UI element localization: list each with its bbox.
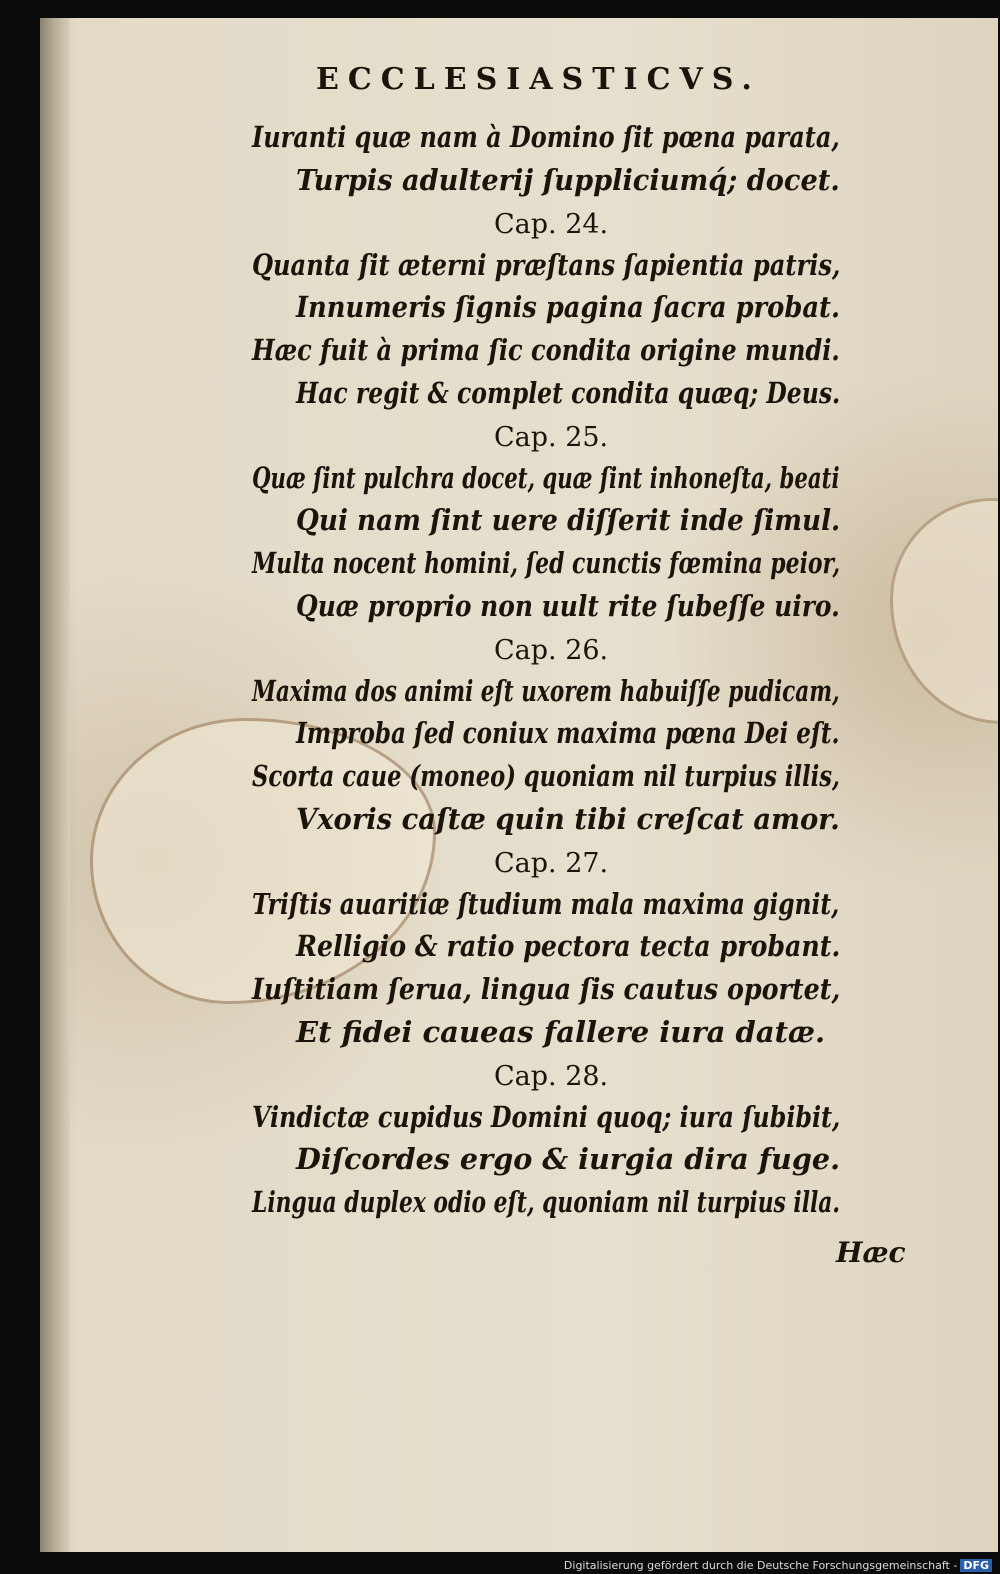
verse-line-indented: Et fidei caueas fallere iura datæ.: [296, 1014, 826, 1049]
verse-line-indented: Quæ proprio non uult rite ſubeſſe uiro.: [296, 588, 840, 623]
verse-line-indented: Innumeris ſignis pagina ſacra probat.: [296, 290, 840, 325]
chapter-heading: Cap. 24.: [494, 209, 609, 241]
catchword: Hæc: [836, 1236, 906, 1269]
dfg-logo: DFG: [960, 1559, 992, 1572]
verse-line: Multa nocent homini, ſed cunctis fœmina peior,: [252, 546, 841, 580]
footer-text: Digitalisierung gefördert durch die Deutsche Forschungsgemeinschaft -: [563, 1559, 958, 1572]
chapter-heading: Cap. 26.: [494, 635, 609, 667]
verse-line: Maxima dos animi eſt uxorem habuiſſe pudicam,: [252, 673, 840, 708]
verse-line: Scorta caue (moneo) quoniam nil turpius illis,: [252, 759, 840, 793]
chapter-heading: Cap. 28.: [494, 1061, 609, 1093]
verse-line-indented: Turpis adulterij ſuppliciumq́; docet.: [296, 162, 840, 197]
verse-line: Hæc fuit à prima ſic condita origine mundi.: [252, 333, 840, 367]
chapter-heading: Cap. 27.: [494, 848, 609, 880]
verse-line-indented: Vxoris caſtæ quin tibi creſcat amor.: [296, 801, 840, 836]
verse-line-indented: Diſcordes ergo & iurgia dira fuge.: [296, 1142, 841, 1177]
verse-line: Triſtis auaritiæ ſtudium mala maxima gignit,: [252, 886, 840, 921]
verse-line-indented: Qui nam ſint uere diſſerit inde ſimul.: [296, 503, 841, 538]
running-head: ECCLESIASTICVS.: [316, 62, 761, 97]
verse-line-indented: Improba ſed coniux maxima pœna Dei eſt.: [296, 716, 840, 751]
page-gutter: [40, 18, 70, 1552]
digitization-footer: [564, 1559, 992, 1572]
water-stain-right: [890, 498, 998, 724]
verse-line: Quanta ſit æterni præſtans ſapientia patris,: [252, 247, 841, 282]
verse-line: Vindictæ cupidus Domini quoq; iura ſubibit,: [252, 1099, 841, 1134]
verse-line: Lingua duplex odio eſt, quoniam nil turpius illa.: [252, 1185, 841, 1219]
verse-line-indented: Hac regit & complet condita quæq; Deus.: [296, 375, 841, 410]
chapter-heading: Cap. 25.: [494, 422, 609, 454]
verse-line: Iuſtitiam ſerua, lingua ſis cautus oportet,: [252, 972, 841, 1006]
verse-line: Iuranti quæ nam à Domino ſit pœna parata,: [252, 120, 840, 154]
verse-line: Quæ ſint pulchra docet, quæ ſint inhoneſta, beati: [252, 460, 840, 495]
verse-line-indented: Relligio & ratio pectora tecta probant.: [296, 929, 841, 964]
